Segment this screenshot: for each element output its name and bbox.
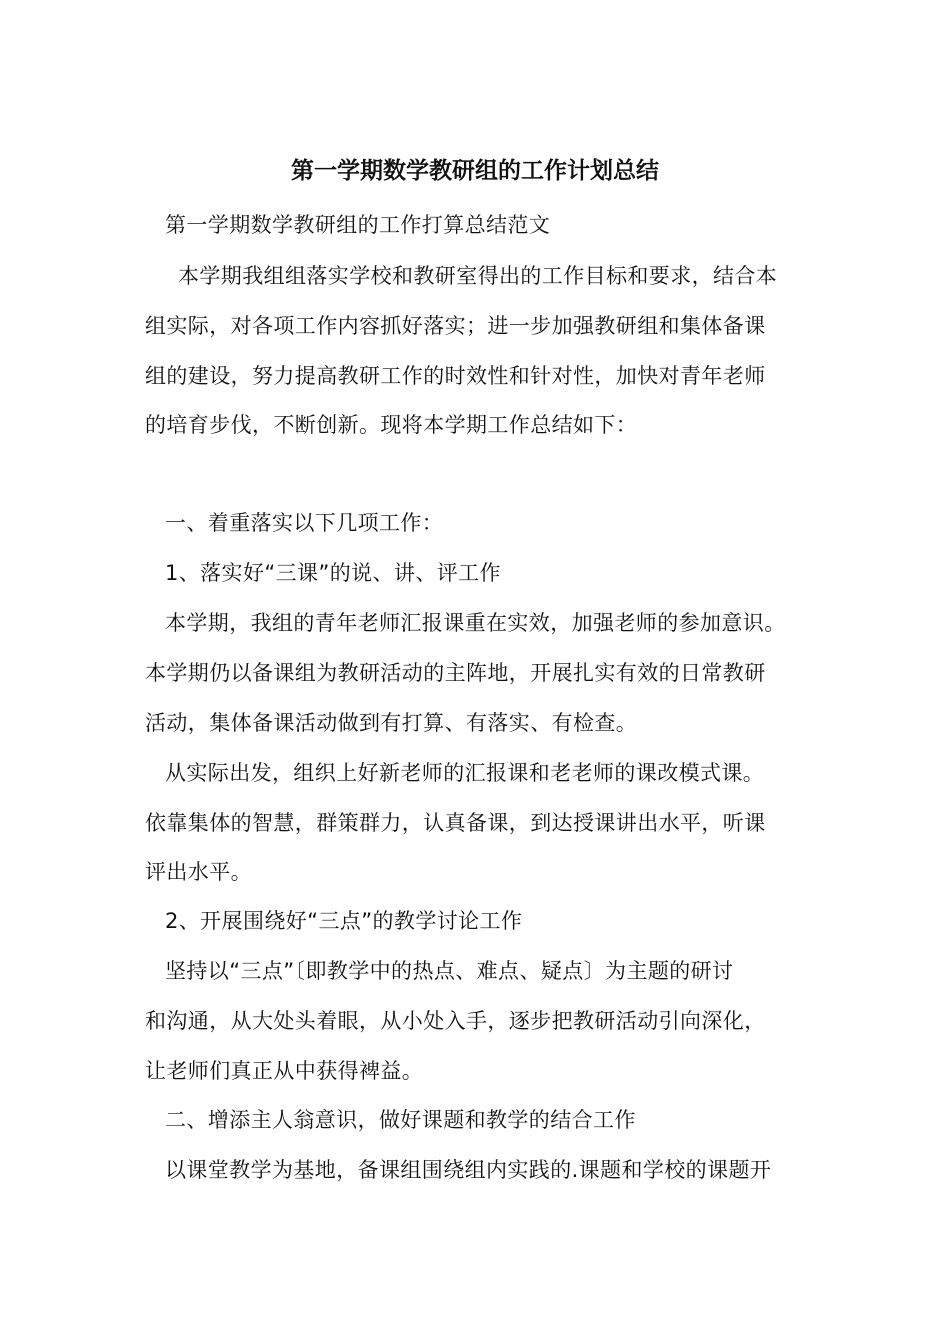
- paragraph-line: 评出水平。: [145, 860, 252, 884]
- paragraph-line: 和沟通，从大处头着眼，从小处入手，逐步把教研活动引向深化，: [145, 1009, 766, 1033]
- subsection-heading: 2、开展围绕好“三点”的教学讨论工作: [165, 909, 523, 933]
- paragraph-line: 本学期仍以备课组为教研活动的主阵地，开展扎实有效的日常教研: [145, 661, 766, 685]
- paragraph-line: 依靠集体的智慧，群策群力，认真备课，到达授课讲出水平，听课: [145, 811, 766, 835]
- section-heading: 二、增添主人翁意识，做好课题和教学的结合工作: [165, 1108, 636, 1132]
- paragraph-line: 的培育步伐，不断创新。现将本学期工作总结如下：: [145, 413, 638, 437]
- paragraph-line: 活动，集体备课活动做到有打算、有落实、有检查。: [145, 711, 638, 735]
- paragraph-line: 从实际出发，组织上好新老师的汇报课和老老师的课改模式课。: [165, 761, 765, 785]
- paragraph-line: 以课堂教学为基地，备课组围绕组内实践的.课题和学校的课题开: [165, 1158, 772, 1182]
- paragraph-line: 本学期我组组落实学校和教研室得出的工作目标和要求，结合本: [178, 264, 778, 288]
- paragraph-line: 坚持以“三点”〔即教学中的热点、难点、疑点〕为主题的研讨: [165, 959, 734, 983]
- document-title: 第一学期数学教研组的工作计划总结: [291, 158, 659, 184]
- section-heading: 一、着重落实以下几项工作：: [165, 511, 444, 535]
- paragraph-line: 让老师们真正从中获得裨益。: [145, 1059, 424, 1083]
- subtitle-line: 第一学期数学教研组的工作打算总结范文: [165, 213, 551, 237]
- subsection-heading: 1、落实好“三课”的说、讲、评工作: [165, 561, 501, 585]
- paragraph-line: 本学期，我组的青年老师汇报课重在实效，加强老师的参加意识。: [165, 611, 786, 635]
- paragraph-line: 组的建设，努力提高教研工作的时效性和针对性，加快对青年老师: [145, 364, 766, 388]
- paragraph-line: 组实际，对各项工作内容抓好落实；进一步加强教研组和集体备课: [145, 314, 766, 338]
